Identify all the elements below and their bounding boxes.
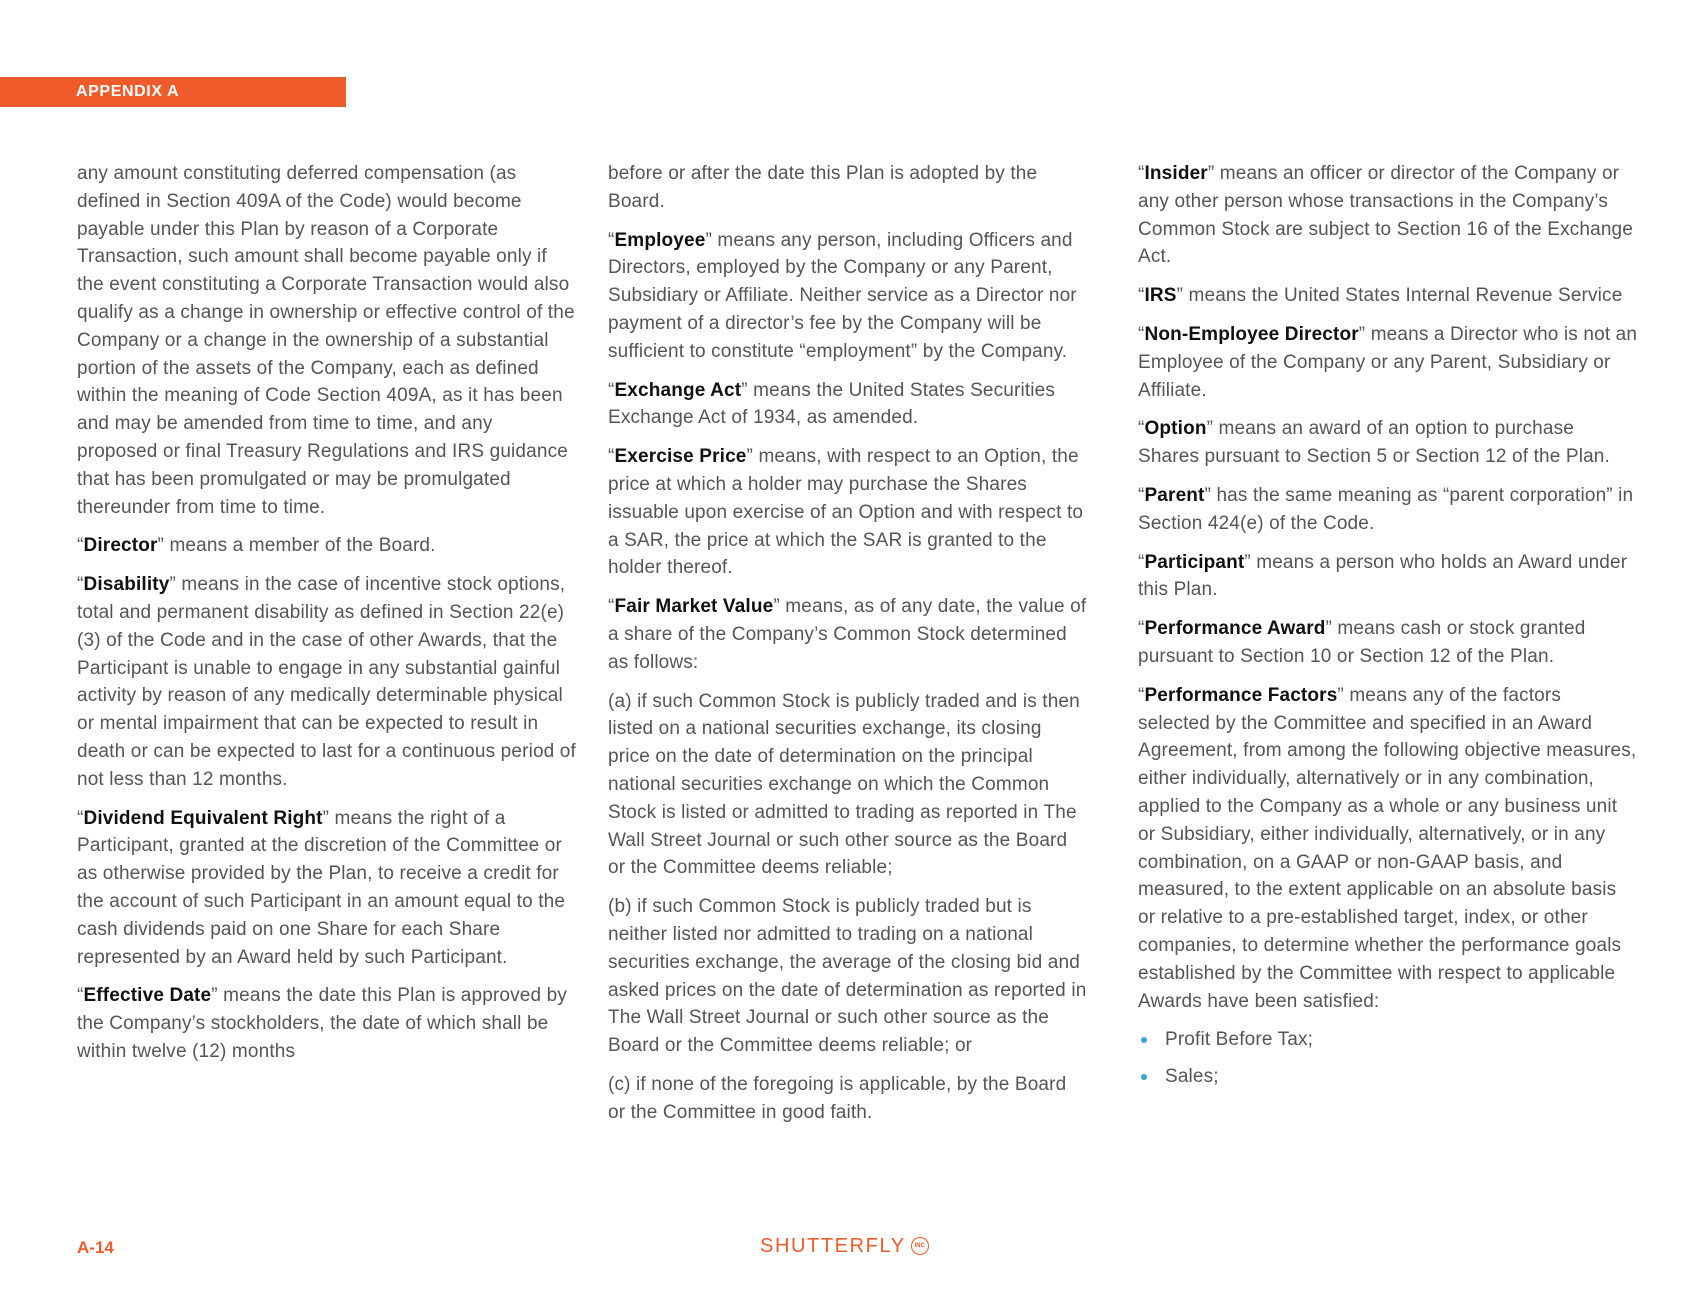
term-irs: IRS <box>1144 285 1177 307</box>
list-item-text: Sales; <box>1165 1066 1219 1088</box>
definition-performance-factors: “Performance Factors” means any of the factors selected by the Committee and specified in an Award Agreement, from among the following objective measures, either individually, alternatively or in any combination, applied to the Company as a whole or any business unit or Subsidiary, either individually, alternatively, or in any combination, on a GAAP or non-GAAP basis, and measured, to the extent applicable on an absolute basis or relative to a pre-established target, index, or other companies, to determine whether the performance goals established by the Committee with respect to applicable Awards have been satisfied: <box>1138 684 1637 1012</box>
definition-disability: “Disability” means in the case of incentive stock options, total and permanent disability as defined in Section 22(e)(3) of the Code and in the case of other Awards, that the Participant is unable to engage in any substantial gainful activity by reason of any medically determinable physical or mental impairment that can be expected to result in death or can be expected to last for a continuous period of not less than 12 months. <box>77 574 576 790</box>
definition-exchange-act: “Exchange Act” means the United States Securities Exchange Act of 1934, as amended. <box>608 379 1056 429</box>
term-exchange-act: Exchange Act <box>614 379 742 401</box>
definition-text: means any of the factors selected by the Committee and specified in an Award Agreement, from among the following objective measures, either individually, alternatively or in any combination, applied to the Company as a whole or any business unit or Subsidiary, either individually, alternatively, or in any combination, on a GAAP or non-GAAP basis, and measured, to the extent applicable on an absolute basis or relative to a pre-established target, index, or other companies, to determine whether the performance goals established by the Committee with respect to applicable Awards have been satisfied: <box>1138 684 1637 1012</box>
definition-text: means a member of the Board. <box>164 535 436 557</box>
definition-dividend-equivalent-right: “Dividend Equivalent Right” means the right of a Participant, granted at the discretion of the Committee or as otherwise provided by the Plan, to receive a credit for the account of such Participant in an amount equal to the cash dividends paid on one Share for each Share represented by an Award held by such Participant. <box>77 807 566 968</box>
clause-b: (b) if such Common Stock is publicly traded but is neither listed nor admitted to trading on a national securities exchange, the average of the closing bid and asked prices on the date of determination as reported in The Wall Street Journal or such other source as the Board or the Committee deems reliable; or <box>608 896 1087 1057</box>
list-item <box>1138 1026 1638 1054</box>
definition-text: means, with respect to an Option, the price at which a holder may purchase the Shares issuable upon exercise of an Option and with respect to a SAR, the price at which the SAR is granted to the holder thereof. <box>608 446 1084 579</box>
bullet-icon <box>1141 1074 1147 1080</box>
clause-a: (a) if such Common Stock is publicly traded and is then listed on a national securities exchange, its closing price on the date of determination on the principal national securities exchange on which the Common Stock is listed or admitted to trading as reported in The Wall Street Journal or such other source as the Board or the Committee deems reliable; <box>608 690 1080 879</box>
bullet-icon <box>1141 1037 1147 1043</box>
column-2 <box>608 160 1088 1138</box>
term-option: Option <box>1144 418 1207 440</box>
shutterfly-logo <box>760 1233 929 1259</box>
term-effective-date: Effective Date <box>83 985 212 1007</box>
term-dividend-equivalent-right: Dividend Equivalent Right <box>83 807 323 829</box>
term-employee: Employee <box>614 229 706 251</box>
definition-text: means a person who holds an Award under this Plan. <box>1138 551 1628 601</box>
term-parent: Parent <box>1144 484 1205 506</box>
col1-intro-paragraph: any amount constituting deferred compensation (as defined in Section 409A of the Code) would become payable under this Plan by reason of a Corporate Transaction, such amount shall become payable only if the event constituting a Corporate Transaction would also qualify as a change in ownership or effective control of the Company or a change in the ownership of a substantial portion of the assets of the Company, each as defined within the meaning of Code Section 409A, as it has been and may be amended from time to time, and any proposed or final Treasury Regulations and IRS guidance that has been promulgated or may be promulgated thereunder from time to time. <box>77 163 575 518</box>
definition-participant: “Participant” means a person who holds an Award under this Plan. <box>1138 551 1628 601</box>
definition-performance-award: “Performance Award” means cash or stock granted pursuant to Section 10 or Section 12 of the Plan. <box>1138 618 1586 667</box>
definition-option: “Option” means an award of an option to purchase Shares pursuant to Section 5 or Section 12 of the Plan. <box>1138 418 1610 468</box>
appendix-label: APPENDIX A <box>76 83 180 100</box>
page-number: A-14 <box>77 1238 114 1257</box>
term-participant: Participant <box>1144 551 1245 573</box>
definition-exercise-price: “Exercise Price” means, with respect to an Option, the price at which a holder may purchase the Shares issuable upon exercise of an Option and with respect to a SAR, the price at which the SAR is granted to the holder thereof. <box>608 446 1084 579</box>
definition-text: means the date this Plan is approved by the Company’s stockholders, the date of which shall be within twelve (12) months <box>77 985 567 1062</box>
term-exercise-price: Exercise Price <box>614 446 747 468</box>
definition-text: means cash or stock granted pursuant to Section 10 or Section 12 of the Plan. <box>1138 618 1586 667</box>
definition-text: means, as of any date, the value of a share of the Company’s Common Stock determined as follows: <box>608 596 1087 673</box>
term-performance-award: Performance Award <box>1144 618 1326 640</box>
definition-insider: “Insider” means an officer or director of the Company or any other person whose transactions in the Company’s Common Stock are subject to Section 16 of the Exchange Act. <box>1138 163 1633 268</box>
definition-text: means any person, including Officers and Directors, employed by the Company or any Parent, Subsidiary or Affiliate. Neither service as a Director nor payment of a director’s fee by the Company will be sufficient to constitute “employment” by the Company. <box>608 229 1077 362</box>
definition-irs: “IRS” means the United States Internal Revenue Service <box>1138 285 1623 307</box>
definition-parent: “Parent” has the same meaning as “parent corporation” in Section 424(e) of the Code. <box>1138 484 1634 534</box>
definition-text: means the right of a Participant, granted at the discretion of the Committee or as otherwise provided by the Plan, to receive a credit for the account of such Participant in an amount equal to the cash dividends paid on one Share for each Share represented by an Award held by such Participant. <box>77 807 566 968</box>
col2-intro-paragraph: before or after the date this Plan is adopted by the Board. <box>608 163 1038 212</box>
definition-text: means an award of an option to purchase Shares pursuant to Section 5 or Section 12 of the Plan. <box>1138 418 1610 468</box>
clause-c: (c) if none of the foregoing is applicable, by the Board or the Committee in good faith. <box>608 1073 1067 1123</box>
logo-wordmark: SHUTTERFLY <box>760 1234 906 1257</box>
term-non-employee-director: Non-Employee Director <box>1144 323 1359 345</box>
definition-text: means a Director who is not an Employee of the Company or any Parent, Subsidiary or Affiliate. <box>1138 323 1638 401</box>
definition-fair-market-value: “Fair Market Value” means, as of any date, the value of a share of the Company’s Common Stock determined as follows: <box>608 596 1087 673</box>
definition-text: means in the case of incentive stock options, total and permanent disability as defined in Section 22(e)(3) of the Code and in the case of other Awards, that the Participant is unable to engage in any substantial gainful activity by reason of any medically determinable physical or mental impairment that can be expected to result in death or can be expected to last for a continuous period of not less than 12 months. <box>77 574 576 790</box>
definition-employee: “Employee” means any person, including Officers and Directors, employed by the Company or any Parent, Subsidiary or Affiliate. Neither service as a Director nor payment of a director’s fee by the Company will be sufficient to constitute “employment” by the Company. <box>608 229 1077 362</box>
term-fair-market-value: Fair Market Value <box>614 596 774 618</box>
definition-text: has the same meaning as “parent corporation” in Section 424(e) of the Code. <box>1138 484 1634 534</box>
definition-director: “Director” means a member of the Board. <box>77 535 436 557</box>
term-disability: Disability <box>83 574 170 596</box>
definition-text: means an officer or director of the Company or any other person whose transactions in the Company’s Common Stock are subject to Section 16 of the Exchange Act. <box>1138 163 1633 268</box>
term-insider: Insider <box>1144 163 1208 184</box>
definition-text: means the United States Internal Revenue Service <box>1183 285 1623 307</box>
performance-factors-list <box>1138 1026 1638 1091</box>
column-1 <box>77 160 577 1077</box>
definition-non-employee-director: “Non-Employee Director” means a Director who is not an Employee of the Company or any Parent, Subsidiary or Affiliate. <box>1138 323 1638 401</box>
list-item <box>1138 1063 1638 1091</box>
appendix-banner <box>0 77 346 107</box>
definition-text: means the United States Securities Exchange Act of 1934, as amended. <box>608 379 1056 429</box>
definition-effective-date: “Effective Date” means the date this Plan is approved by the Company’s stockholders, the date of which shall be within twelve (12) months <box>77 985 567 1062</box>
list-item-text: Profit Before Tax; <box>1165 1029 1314 1051</box>
column-3 <box>1138 160 1638 1100</box>
term-performance-factors: Performance Factors <box>1144 684 1338 706</box>
inc-badge-icon: INC <box>911 1237 929 1255</box>
term-director: Director <box>83 535 158 557</box>
